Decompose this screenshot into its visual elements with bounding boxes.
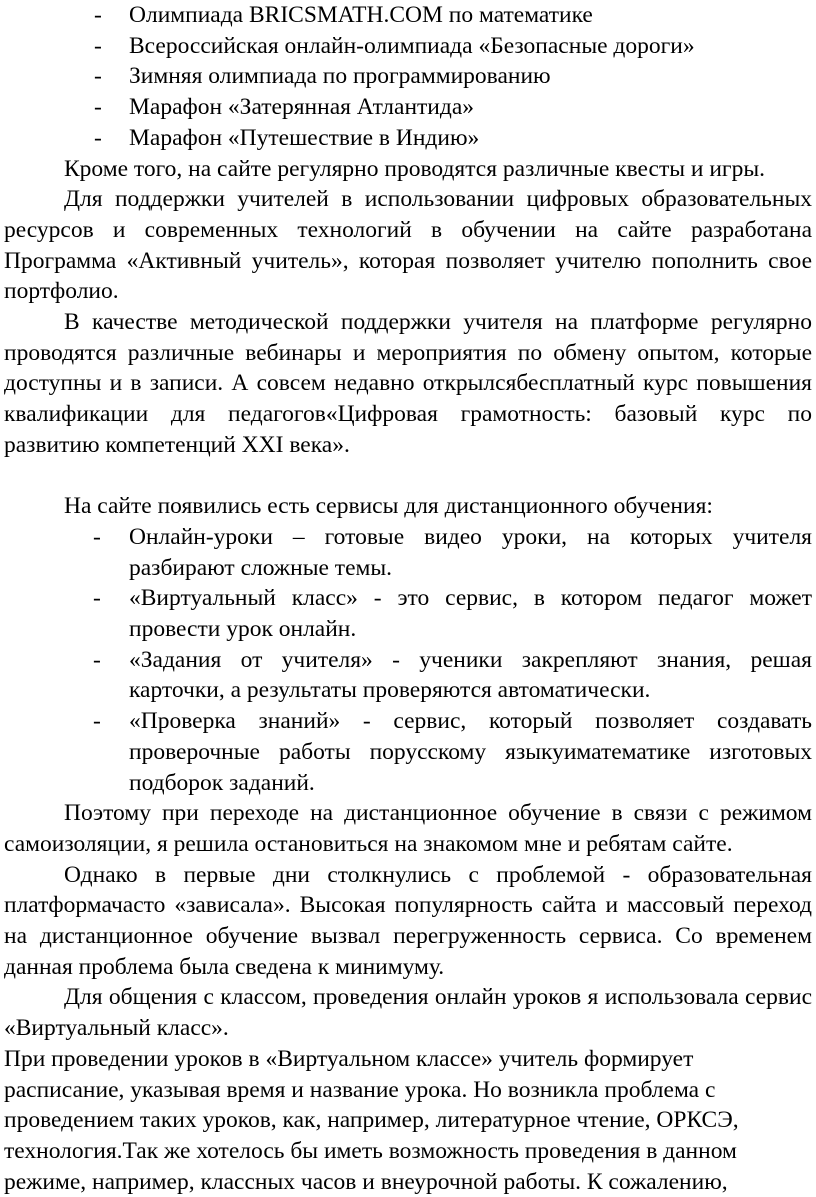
paragraph-problem: Однако в первые дни столкнулись с проблемой - образовательная платформачасто «зависала». Высокая популярность сайта и массовый переход на дистанционное обучение вызвал перегруженность сервиса. Со временем данная проблема была сведена к минимуму.: [4, 861, 812, 980]
dash-marker: -: [93, 708, 101, 735]
list-item-text: «Виртуальный класс» - это сервис, в котором педагог может провести урок онлайн.: [129, 585, 812, 643]
list-item-text: Олимпиада BRICSMATH.COM по математике: [129, 2, 593, 28]
dash-marker: -: [94, 2, 102, 28]
list-item-text: Марафон «Затерянная Атлантида»: [129, 94, 475, 121]
paragraph-methodical-support: В качестве методической поддержки учителя на платформе регулярно проводятся различные вебинары и мероприятия по обмену опытом, которые доступны и в записи. А совсем недавно открылсябесплатный курс повышения квалификации для педагогов«Цифровая грамотность: базовый курс по развитию компетенций XXI века».: [4, 309, 812, 458]
list-item: [4, 31, 812, 62]
dash-marker: -: [93, 523, 101, 550]
paragraph-virtual-class: Для общения с классом, проведения онлайн уроков я использовала сервис «Виртуальный класс».: [4, 984, 812, 1042]
list-item: [4, 706, 812, 798]
list-item: [4, 123, 812, 154]
dash-marker: -: [94, 32, 102, 59]
dash-marker: -: [93, 585, 101, 612]
list-item-text: Зимняя олимпиада по программированию: [129, 63, 551, 90]
blank-line: [4, 461, 812, 492]
dash-marker: -: [94, 63, 102, 90]
list-item: [4, 0, 812, 31]
paragraph-services-intro: На сайте появились есть сервисы для дистанционного обучения:: [64, 493, 713, 520]
paragraph-decision: Поэтому при переходе на дистанционное обучение в связи с режимом самоизоляции, я решила остановиться на знакомом мне и ребятам сайте.: [4, 800, 812, 857]
paragraph-quests: Кроме того, на сайте регулярно проводятся различные квесты и игры.: [64, 155, 765, 182]
olympiad-list: [4, 0, 812, 154]
list-item-text: «Задания от учителя» - ученики закрепляют знания, решая карточки, а результаты проверяются автоматически.: [129, 646, 812, 704]
paragraph-lessons: При проведении уроков в «Виртуальном классе» учитель формирует расписание, указывая время и название урока. Но возникла проблема с проведением таких уроков, как, например, литературное чтение, ОРКСЭ, технология.Так же хотелось бы иметь возможность проведения в данном режиме, например, классных часов и внеурочной работы. К сожалению,: [4, 1045, 739, 1195]
list-item: [4, 61, 812, 92]
list-item-text: Онлайн-уроки – готовые видео уроки, на которых учителя разбирают сложные темы.: [129, 523, 812, 581]
list-item: [4, 645, 812, 706]
list-item: [4, 522, 812, 583]
services-list: [4, 522, 812, 798]
list-item-text: «Проверка знаний» - сервис, который позволяет создавать проверочные работы порусскому языкуиматематике изготовых подборок заданий.: [129, 708, 812, 796]
list-item: [4, 583, 812, 644]
dash-marker: -: [94, 94, 102, 121]
dash-marker: -: [94, 124, 102, 151]
list-item-text: Всероссийская онлайн-олимпиада «Безопасные дороги»: [129, 32, 695, 59]
list-item: [4, 92, 812, 123]
list-item-text: Марафон «Путешествие в Индию»: [129, 124, 480, 151]
paragraph-teacher-program: Для поддержки учителей в использовании цифровых образовательных ресурсов и современных технологий в обучении на сайте разработана Программа «Активный учитель», которая позволяет учителю пополнить свое портфолио.: [4, 186, 812, 305]
dash-marker: -: [93, 646, 101, 673]
